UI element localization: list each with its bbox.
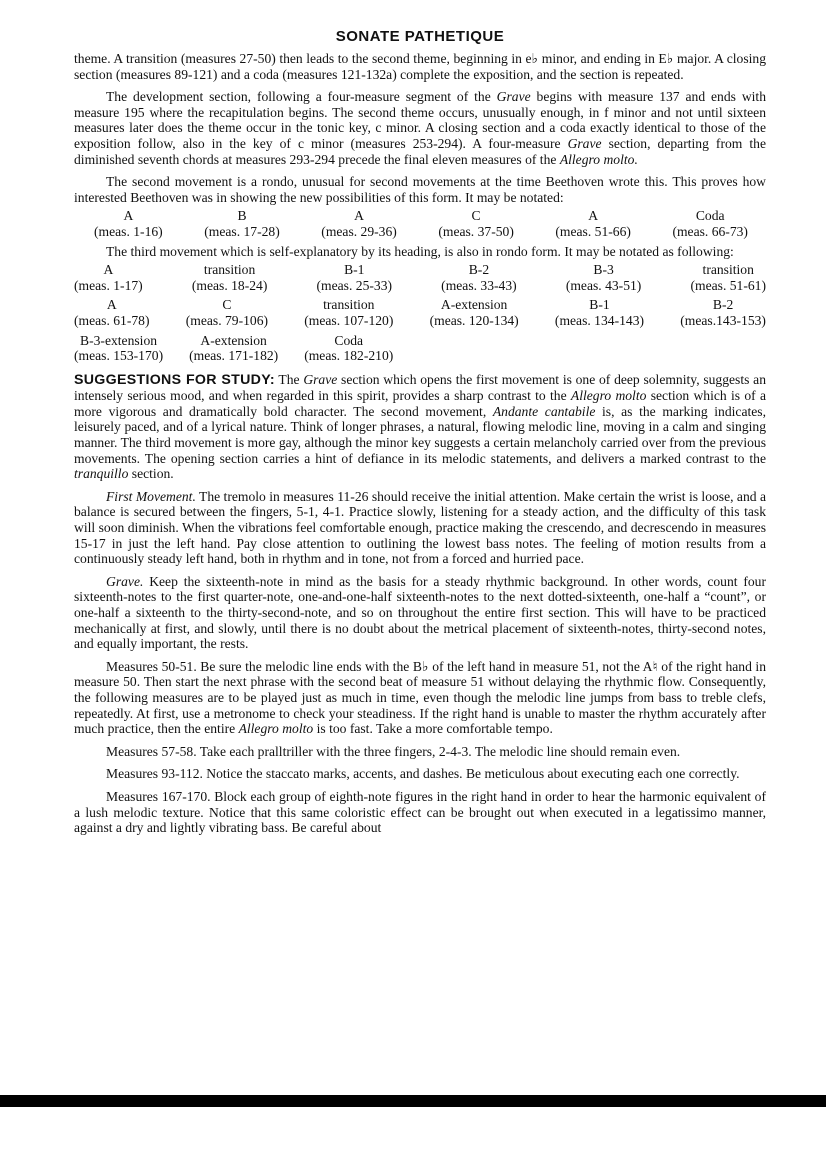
- rondo-row: [74, 262, 766, 293]
- italic-term: Grave.: [106, 573, 144, 589]
- italic-term: Allegro molto: [238, 721, 314, 737]
- rondo-cell: A-extension (meas. 171-182): [189, 332, 279, 364]
- text-run: section which is of a more vigorous and dramatically bold character. The second movement,: [74, 388, 766, 419]
- rondo-cell: B-2 (meas.143-153): [680, 297, 766, 328]
- text-run: Measures 50-51. Be sure the melodic line ends with the B♭ of the left hand in measure 51, not the A♮ of the right hand in measure 50. Then start the next phrase with the second beat of measure 51 without delaying the rhythmic flow. Consequently, the following measures are to be played just as much in time, even though the melodic line jumps from bass to treble clefs, repeatedly. At first, use a metronome to check your steadiness. If the right hand is unable to master the rhythm accurately after much practice, then the entire: [74, 658, 766, 737]
- paragraph-third-movement: The third movement which is self-explanatory by its heading, is also in rondo form. It may be notated as following:: [106, 243, 734, 259]
- paragraph-grave: [74, 574, 766, 652]
- rondo-cell: C (meas. 79-106): [185, 297, 269, 328]
- rondo-cell: A (meas. 1-16): [94, 208, 163, 239]
- rondo-cell: A (meas. 1-17): [74, 262, 143, 293]
- rondo-cell: Coda (meas. 66-73): [672, 208, 748, 239]
- rondo-cell: A (meas. 51-66): [555, 208, 631, 239]
- text-run: The development section, following a four-measure segment of the: [106, 89, 497, 105]
- text-run: section.: [128, 466, 174, 482]
- paragraph-measures-50-51: [74, 659, 766, 737]
- rondo-cell: A-extension (meas. 120-134): [429, 297, 519, 328]
- paragraph-suggestions: [74, 372, 766, 482]
- rondo-cell: B-3 (meas. 43-51): [565, 262, 642, 293]
- document-page: [74, 28, 766, 843]
- rondo-cell: A (meas. 29-36): [321, 208, 397, 239]
- text-run: section which opens the first movement is one of deep solemnity, suggests an intensely serious mood, and when regarded in this spirit, provides a sharp contrast to the: [74, 371, 766, 404]
- paragraph-measures-57-58: Measures 57-58. Take each pralltriller with the three fingers, 2-4-3. The melodic line should remain even.: [106, 743, 681, 759]
- text-run: The: [274, 371, 304, 387]
- text-run: is, as the marking indicates, leisurely paced, and of a lyrical nature. Think of longer phrases, a natural, flowing melodic line, moving in a calm and singing manner. The third movement is more gay, although the minor key suggests a certain melancholy carried over from the previous movements. The opening section carries a hint of defiance in its melodic statements, and delivers a marked contrast to the: [74, 403, 766, 466]
- italic-term: Grave: [496, 89, 531, 105]
- rondo-cell: transition (meas. 18-24): [191, 262, 268, 293]
- rondo-cell: transition (meas. 107-120): [304, 297, 394, 328]
- text-run: The tremolo in measures 11-26 should receive the initial attention. Make certain the wrist is loose, and a balance is secured between the fingers, 5-1, 4-1. Practice slowly, listening for a steady action, and the difficulty of this task will soon diminish. When the vibrations feel comfortable enough, practice making the crescendo, and decrescendo in measures 15-17 in just the left hand. Pay close attention to outlining the lowest bass notes. The feeling of motion results from a continuously steady left hand, both in rhythm and in tone, not from a forced and hurried pace.: [74, 488, 766, 567]
- italic-term: Grave: [567, 135, 602, 151]
- section-heading: SUGGESTIONS FOR STUDY:: [74, 371, 275, 388]
- paragraph-first-movement: [74, 489, 766, 567]
- rondo-cell: B-3-extension (meas. 153-170): [74, 332, 164, 364]
- italic-term: tranquillo: [74, 466, 129, 482]
- text-run: is too fast. Take a more comfortable tempo.: [313, 721, 553, 737]
- rondo-cell: B (meas. 17-28): [204, 208, 280, 239]
- text-run: section, departing from the diminished seventh chords at measures 293-294 precede the final eleven measures of the: [74, 135, 766, 167]
- italic-term: Grave: [303, 371, 338, 387]
- bottom-scan-bar: [0, 1095, 826, 1107]
- rondo-cell: B-2 (meas. 33-43): [441, 262, 517, 293]
- text-run: begins with measure 137 and ends with measure 195 where the recapitulation begins. The second theme occurs, unusually enough, in f minor and not until sixteen measures later does the theme occur in the tonic key, c minor. A closing section and a coda exactly identical to those of the exposition follow, also in the key of c minor (measures 253-294). A four-measure: [74, 89, 767, 151]
- rondo-row: [74, 297, 766, 328]
- rondo-row: [74, 333, 766, 364]
- paragraph-exposition: theme. A transition (measures 27-50) then leads to the second theme, beginning in e♭ minor, and ending in E♭ major. A closing section (measures 89-121) and a coda (measures 121-132a) complete the exposition, and the section is repeated.: [74, 51, 766, 82]
- rondo-cell: A (meas. 61-78): [74, 297, 150, 328]
- italic-term: Andante cantabile: [492, 403, 596, 419]
- rondo-cell: C (meas. 37-50): [438, 208, 514, 239]
- paragraph-measures-167-170: Measures 167-170. Block each group of eighth-note figures in the right hand in order to hear the harmonic equivalent of a lush melodic texture. Notice that this same coloristic effect can be brought out when executed in a legatissimo manner, against a dry and lightly vibrating bass. Be careful about: [74, 788, 766, 836]
- paragraph-development: [74, 89, 766, 167]
- rondo-cell: transition (meas. 51-61): [690, 262, 766, 293]
- italic-term: Allegro molto: [570, 388, 647, 404]
- page-title: SONATE PATHETIQUE: [335, 28, 505, 45]
- paragraph-measures-93-112: Measures 93-112. Notice the staccato marks, accents, and dashes. Be meticulous about executing each one correctly.: [106, 766, 740, 782]
- rondo-table-second-movement: [74, 208, 766, 239]
- text-run: Keep the sixteenth-note in mind as the basis for a steady rhythmic background. In other words, count four sixteenth-notes to the first quarter-note, one-and-one-half sixteenth-notes to the next dotted-sixteenth, one-half a “count”, or one-half a sixteenth to the thirty-second-note, and so on throughout the entire first section. This will have to be practiced mechanically at first, and slowly, until there is no doubt about the metrical placement of sixteenth-notes, thirty-second notes, and equally important, the rests.: [74, 573, 766, 652]
- rondo-cell: Coda (meas. 182-210): [304, 332, 394, 364]
- rondo-cell: B-1 (meas. 25-33): [316, 262, 393, 293]
- paragraph-second-movement: The second movement is a rondo, unusual for second movements at the time Beethoven wrote this. This proves how interested Beethoven was in showing the new possibilities of this form. It may be notated:: [74, 174, 766, 205]
- rondo-cell: B-1 (meas. 134-143): [554, 297, 645, 328]
- rondo-row: [74, 208, 766, 239]
- rondo-table-third-movement: [74, 262, 766, 364]
- italic-term: First Movement.: [106, 488, 196, 504]
- italic-term: Allegro molto.: [559, 151, 638, 167]
